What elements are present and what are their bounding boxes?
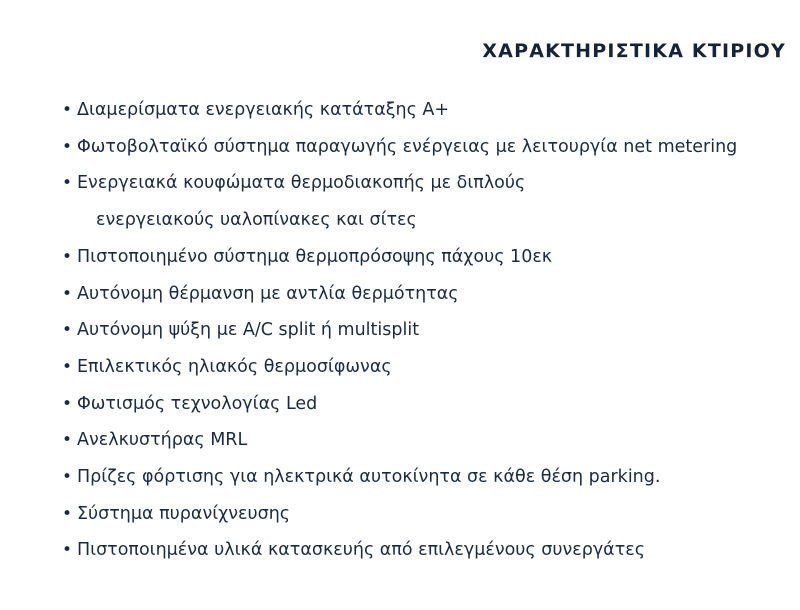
bullet-icon: • — [62, 320, 73, 341]
bullet-icon: • — [62, 100, 73, 120]
feature-text-continuation: ενεργειακούς υαλοπίνακες και σίτες — [96, 210, 417, 231]
bullet-icon: • — [62, 430, 73, 451]
bullet-icon: • — [62, 540, 73, 561]
feature-item-energy-class — [62, 92, 782, 129]
bullet-icon: • — [62, 467, 73, 488]
feature-text: Πρίζες φόρτισης για ηλεκτρικά αυτοκίνητα σε κάθε θέση parking. — [77, 467, 661, 488]
bullet-icon: • — [62, 356, 73, 377]
bullet-icon: • — [62, 283, 73, 304]
bullet-icon: • — [62, 503, 73, 524]
bullet-icon: • — [62, 173, 73, 194]
feature-text: Φωτοβολταϊκό σύστημα παραγωγής ενέργειας με λειτουργία net metering — [77, 136, 738, 157]
feature-item-ev-charging — [62, 459, 782, 496]
feature-text-block — [77, 165, 525, 238]
page-title: ΧΑΡΑΚΤΗΡΙΣΤΙΚΑ ΚΤΙΡΙΟΥ — [482, 39, 786, 62]
feature-item-photovoltaic — [62, 129, 782, 166]
bullet-icon: • — [62, 246, 73, 267]
feature-text: Φωτισμός τεχνολογίας Led — [77, 393, 318, 414]
feature-text: Αυτόνομη θέρμανση με αντλία θερμότητας — [77, 283, 459, 304]
building-features-list — [62, 92, 782, 569]
feature-text: Πιστοποιημένο σύστημα θερμοπρόσοψης πάχους 10εκ — [77, 246, 553, 267]
bullet-icon: • — [62, 393, 73, 414]
feature-text: Αυτόνομη ψύξη με A/C split ή multisplit — [77, 320, 420, 341]
bullet-icon: • — [62, 136, 73, 157]
feature-item-cooling — [62, 312, 782, 349]
feature-text: Ανελκυστήρας MRL — [77, 430, 248, 451]
feature-item-elevator — [62, 422, 782, 459]
feature-item-certified-materials — [62, 532, 782, 569]
feature-text: Πιστοποιημένα υλικά κατασκευής από επιλεγμένους συνεργάτες — [77, 540, 645, 561]
feature-text: Ενεργειακά κουφώματα θερμοδιακοπής με διπλούς — [77, 173, 526, 194]
feature-item-lighting — [62, 386, 782, 423]
feature-item-fire-detection — [62, 496, 782, 533]
feature-text: Διαμερίσματα ενεργειακής κατάταξης Α+ — [77, 100, 450, 120]
feature-item-facade-insulation — [62, 239, 782, 276]
feature-text: Επιλεκτικός ηλιακός θερμοσίφωνας — [77, 356, 392, 377]
feature-text: Σύστημα πυρανίχνευσης — [77, 503, 291, 524]
feature-item-window-frames — [62, 165, 782, 238]
feature-item-solar-water-heater — [62, 349, 782, 386]
feature-item-heating — [62, 276, 782, 313]
